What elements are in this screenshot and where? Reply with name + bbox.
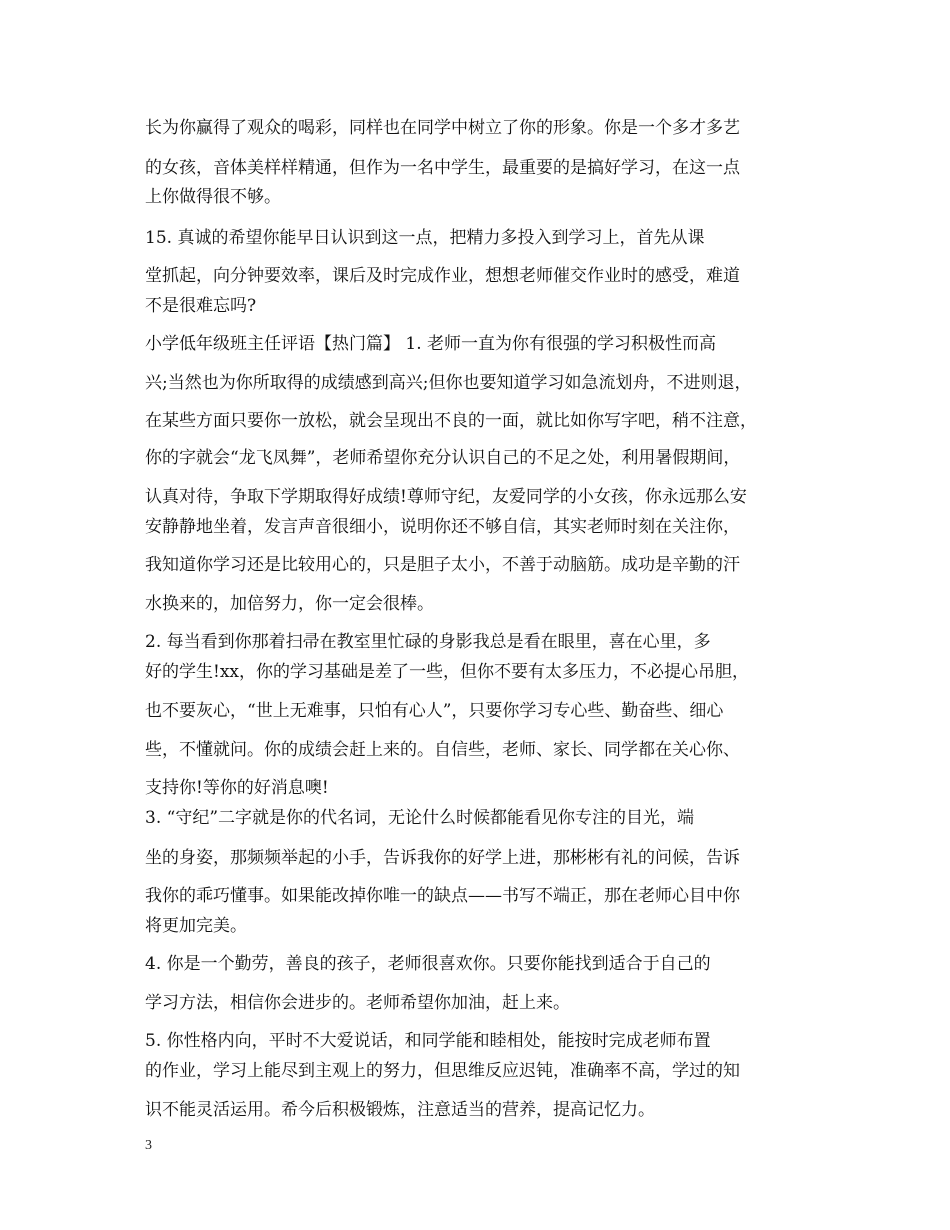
text-line: 我知道你学习还是比较用心的，只是胆子太小，不善于动脑筋。成功是辛勤的汗 [145, 555, 740, 575]
text-line: 我你的乖巧懂事。如果能改掉你唯一的缺点——书写不端正，那在老师心目中你 [145, 886, 740, 906]
text-line: 堂抓起，向分钟要效率，课后及时完成作业，想想老师催交作业时的感受，难道 [145, 266, 740, 286]
text-line: 坐的身姿，那频频举起的小手，告诉我你的好学上进，那彬彬有礼的问候，告诉 [145, 848, 740, 868]
text-line: 2. 每当看到你那着扫帚在教室里忙碌的身影我总是看在眼里，喜在心里，多 [145, 632, 711, 652]
text-line: 些，不懂就问。你的成绩会赶上来的。自信些，老师、家长、同学都在关心你、 [145, 740, 740, 760]
text-line: 认真对待，争取下学期取得好成绩!尊师守纪，友爱同学的小女孩，你永远那么安 [145, 487, 747, 507]
text-line: 水换来的，加倍努力，你一定会很棒。 [145, 594, 434, 614]
page-number: 3 [145, 1138, 152, 1153]
text-line: 的女孩，音体美样样精通，但作为一名中学生，最重要的是搞好学习，在这一点 [145, 158, 740, 178]
text-line: 学习方法，相信你会进步的。老师希望你加油，赶上来。 [145, 993, 570, 1013]
text-line: 识不能灵活运用。希今后积极锻炼，注意适当的营养，提高记忆力。 [145, 1100, 655, 1120]
text-line: 不是很难忘吗? [145, 296, 257, 316]
text-line: 上你做得很不够。 [145, 187, 281, 207]
text-line: 也不要灰心，“世上无难事，只怕有心人”，只要你学习专心些、勤奋些、细心 [145, 701, 724, 721]
text-line: 你的字就会“龙飞凤舞”，老师希望你充分认识自己的不足之处，利用暑假期间， [145, 448, 741, 468]
text-line: 兴;当然也为你所取得的成绩感到高兴;但你也要知道学习如急流划舟，不进则退， [145, 373, 752, 393]
text-line: 支持你!等你的好消息噢! [145, 778, 329, 798]
text-line: 好的学生!xx，你的学习基础是差了一些，但你不要有太多压力，不必提心吊胆， [145, 662, 750, 682]
text-line: 的作业，学习上能尽到主观上的努力，但思维反应迟钝，准确率不高，学过的知 [145, 1061, 740, 1081]
text-line: 4. 你是一个勤劳，善良的孩子，老师很喜欢你。只要你能找到适合于自己的 [145, 954, 711, 974]
text-line: 15. 真诚的希望你能早日认识到这一点，把精力多投入到学习上，首先从课 [145, 228, 705, 248]
text-line: 5. 你性格内向，平时不大爱说话，和同学能和睦相处，能按时完成老师布置 [145, 1031, 711, 1051]
text-line: 长为你赢得了观众的喝彩，同样也在同学中树立了你的形象。你是一个多才多艺 [145, 118, 740, 138]
section-heading-line: 小学低年级班主任评语【热门篇】 1. 老师一直为你有很强的学习积极性而高 [145, 334, 717, 354]
text-line: 将更加完美。 [145, 916, 247, 936]
text-line: 在某些方面只要你一放松，就会呈现出不良的一面，就比如你写字吧，稍不注意， [145, 411, 757, 431]
text-line: 安静静地坐着，发言声音很细小，说明你还不够自信，其实老师时刻在关注你， [145, 517, 740, 537]
text-line: 3. “守纪”二字就是你的代名词，无论什么时候都能看见你专注的目光，端 [145, 808, 695, 828]
